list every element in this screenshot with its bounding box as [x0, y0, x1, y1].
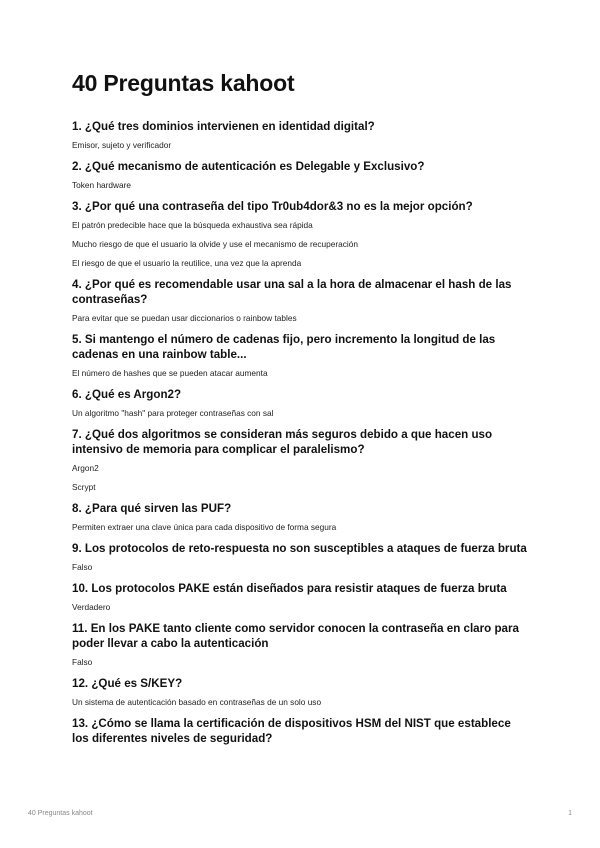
question-text: 12. ¿Qué es S/KEY?: [72, 677, 183, 690]
answer-text: Token hardware: [72, 180, 132, 190]
footer-title: 40 Preguntas kahoot: [28, 810, 93, 817]
answer-text: Un algoritmo "hash" para proteger contraseñas con sal: [72, 408, 274, 418]
question-block: [72, 387, 528, 418]
question-block: [72, 199, 528, 268]
answer-text: Verdadero: [72, 602, 111, 612]
page-footer: [28, 810, 572, 817]
page-title: 40 Preguntas kahoot: [72, 70, 295, 96]
question-text: 7. ¿Qué dos algoritmos se consideran más seguros debido a que hacen uso intensivo de memoria para complicar el paralelismo?: [72, 428, 493, 456]
answer-text: Un sistema de autenticación basado en contraseñas de un solo uso: [72, 697, 322, 707]
answer-text: Emisor, sujeto y verificador: [72, 140, 172, 150]
question-block: [72, 621, 528, 667]
question-text: 3. ¿Por qué una contraseña del tipo Tr0ub4dor&3 no es la mejor opción?: [72, 200, 473, 213]
question-block: [72, 501, 528, 532]
answer-text: El patrón predecible hace que la búsqueda exhaustiva sea rápida: [72, 220, 313, 230]
question-text: 9. Los protocolos de reto-respuesta no son susceptibles a ataques de fuerza bruta: [72, 542, 527, 555]
answer-text: Mucho riesgo de que el usuario la olvide y use el mecanismo de recuperación: [72, 239, 358, 249]
question-text: 8. ¿Para qué sirven las PUF?: [72, 502, 232, 515]
answer-text: El riesgo de que el usuario la reutilice, una vez que la aprenda: [72, 258, 302, 268]
question-text: 2. ¿Qué mecanismo de autenticación es Delegable y Exclusivo?: [72, 160, 425, 173]
question-text: 13. ¿Cómo se llama la certificación de dispositivos HSM del NIST que establece los diferentes niveles de seguridad?: [72, 717, 511, 745]
answer-text: El número de hashes que se pueden atacar aumenta: [72, 368, 268, 378]
page-number: 1: [568, 810, 572, 817]
question-text: 11. En los PAKE tanto cliente como servidor conocen la contraseña en claro para poder llevar a cabo la autenticación: [72, 622, 519, 650]
question-block: [72, 332, 528, 378]
question-block: [72, 581, 528, 612]
answer-text: Argon2: [72, 463, 99, 473]
answer-text: Permiten extraer una clave única para cada dispositivo de forma segura: [72, 522, 337, 532]
question-block: [72, 716, 528, 746]
question-block: [72, 676, 528, 707]
question-text: 6. ¿Qué es Argon2?: [72, 388, 182, 401]
question-text: 1. ¿Qué tres dominios intervienen en identidad digital?: [72, 120, 375, 133]
question-block: [72, 119, 528, 150]
answer-text: Falso: [72, 562, 93, 572]
question-block: [72, 427, 528, 492]
document-page: [72, 70, 528, 752]
answer-text: Para evitar que se puedan usar diccionarios o rainbow tables: [72, 313, 297, 323]
question-text: 4. ¿Por qué es recomendable usar una sal a la hora de almacenar el hash de las contraseñas?: [72, 278, 512, 306]
question-text: 10. Los protocolos PAKE están diseñados para resistir ataques de fuerza bruta: [72, 582, 507, 595]
answer-text: Scrypt: [72, 482, 96, 492]
question-block: [72, 541, 528, 572]
question-list: [72, 119, 528, 746]
question-text: 5. Si mantengo el número de cadenas fijo, pero incremento la longitud de las cadenas en una rainbow table...: [72, 333, 496, 361]
question-block: [72, 277, 528, 323]
question-block: [72, 159, 528, 190]
answer-text: Falso: [72, 657, 93, 667]
